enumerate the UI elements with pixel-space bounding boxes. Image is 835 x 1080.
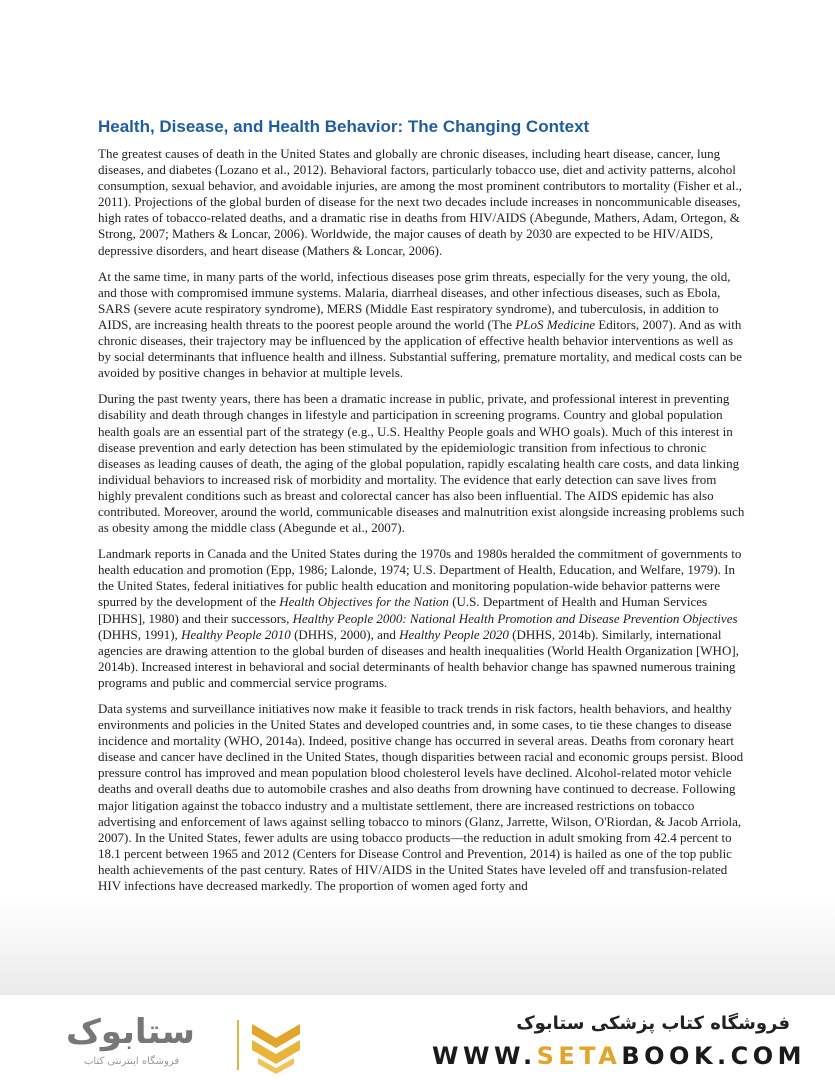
report-title: Health Objectives for the Nation [279, 594, 449, 610]
report-title: Healthy People 2010 [181, 626, 291, 642]
logo-subtitle: فروشگاه اینترنتی کتاب [84, 1056, 180, 1067]
shop-url: WWW.SETABOOK.COM [432, 1042, 807, 1070]
chevron-stack-icon [248, 1018, 304, 1074]
paragraph-1: The greatest causes of death in the United States and globally are chronic diseases, including heart disease, cancer, lung diseases, and diabetes (Lozano et al., 2012). Behavioral factors, particularly tobacco use, diet and activity patterns, alcohol consumption, sexual behavior, and avoidable injuries, are among the most prominent contributors to mortality (Fisher et al., 2011). Projections of the global burden of disease for the next two decades include increases in noncommunicable diseases, high rates of tobacco-related deaths, and a dramatic rise in deaths from HIV/AIDS (Abegunde, Mathers, Adam, Ortegon, & Strong, 2007; Mathers & Loncar, 2006). Worldwide, the major causes of death by 2030 are expected to be HIV/AIDS, depressive disorders, and heart disease (Mathers & Loncar, 2006). [98, 146, 742, 258]
shop-title: فروشگاه کتاب پزشکی ستابوک [516, 1013, 790, 1034]
section-heading: Health, Disease, and Health Behavior: The Changing Context [98, 117, 590, 136]
paragraph-2: At the same time, in many parts of the world, infectious diseases pose grim threats, especially for the very young, the old, and those with compromised immune systems. Malaria, diarrheal diseases, and other infectious diseases, such as Ebola, SARS (severe acute respiratory syndrome), MERS (Middle East respiratory syndrome), and tuberculosis, in addition to AIDS, are increasing health threats to the poorest people around the world (The PLoS Medicine Editors, 2007). And as with chronic diseases, their trajectory may be influenced by the application of effective health behavior interventions as well as by social determinants that influence health and illness. Substantial suffering, premature mortality, and medical costs can be avoided by positive changes in behavior at multiple levels. [98, 268, 743, 381]
report-title: Healthy People 2020 [399, 626, 509, 642]
paragraph-4: Landmark reports in Canada and the United States during the 1970s and 1980s heralded the commitment of governments to health education and promotion (Epp, 1986; Lalonde, 1974; U.S. Department of Health, Education, and Welfare, 1979). In the United States, federal initiatives for public health education and monitoring population-wide behavior patterns were spurred by the development of the Health Objectives for the Nation (U.S. Department of Health and Human Services [DHHS], 1980) and their successors, Healthy People 2000: National Health Promotion and Disease Prevention Objectives (DHHS, 1991), Healthy People 2010 (DHHS, 2000), and Healthy People 2020 (DHHS, 2014b). Similarly, international agencies are drawing attention to the global burden of diseases and health inequalities (World Health Organization [WHO], 2014b). Increased interest in behavioral and social determinants of health behavior change has spawned numerous training programs and public and commercial service programs. [98, 546, 742, 690]
paragraph-3: During the past twenty years, there has been a dramatic increase in public, private, and professional interest in preventing disability and death through changes in lifestyle and participation in screening programs. Country and global population health goals are an essential part of the strategy (e.g., U.S. Healthy People goals and WHO goals). Much of this interest in disease prevention and early detection has been stimulated by the epidemiologic transition from infectious to chronic diseases as leading causes of death, the aging of the global population, rapidly escalating health care costs, and data linking individual behaviors to increased risk of morbidity and mortality. The evidence that early detection can save lives from highly prevalent conditions such as breast and colorectal cancer has also been influential. The AIDS epidemic has also contributed. Moreover, around the world, communicable diseases and malnutrition exist alongside increasing problems such as obesity among the middle class (Abegunde et al., 2007). [98, 391, 745, 536]
body-text [98, 146, 746, 904]
paragraph-5: Data systems and surveillance initiatives now make it feasible to track trends in risk factors, health behaviors, and healthy environments and policies in the United States and developed countries and, in some cases, to tie these changes to disease incidence and mortality (WHO, 2014a). Indeed, positive change has occurred in several areas. Deaths from coronary heart disease and cancer have declined in the United States, though disparities between racial and economic groups persist. Blood pressure control has improved and mean population blood cholesterol levels have declined. Alcohol-related motor vehicle deaths and overall deaths due to automobile crashes and also deaths from drowning have continued to decrease. Following major litigation against the tobacco industry and a multistate settlement, there are increased restrictions on tobacco advertising and enforcement of laws against selling tobacco to minors (Glanz, Jarrette, Wilson, O'Riordan, & Jacob Arriola, 2007). In the United States, fewer adults are using tobacco products—the reduction in adult smoking from 42.4 percent to 18.1 percent between 1965 and 2012 (Centers for Disease Control and Prevention, 2014) is hailed as one of the top public health achievements of the past century. Rates of HIV/AIDS in the United States have leveled off and transfusion-related HIV infections have decreased markedly. The proportion of women aged forty and [98, 701, 744, 894]
page-bottom-shadow [0, 900, 835, 995]
journal-title: PLoS Medicine [515, 316, 596, 332]
logo-wordmark: ستابوک [66, 1012, 195, 1052]
url-highlight: SETA [536, 1042, 622, 1070]
report-title: Healthy People 2000: National Health Promotion and Disease Prevention Objectives [292, 610, 738, 626]
logo-divider [237, 1020, 239, 1070]
